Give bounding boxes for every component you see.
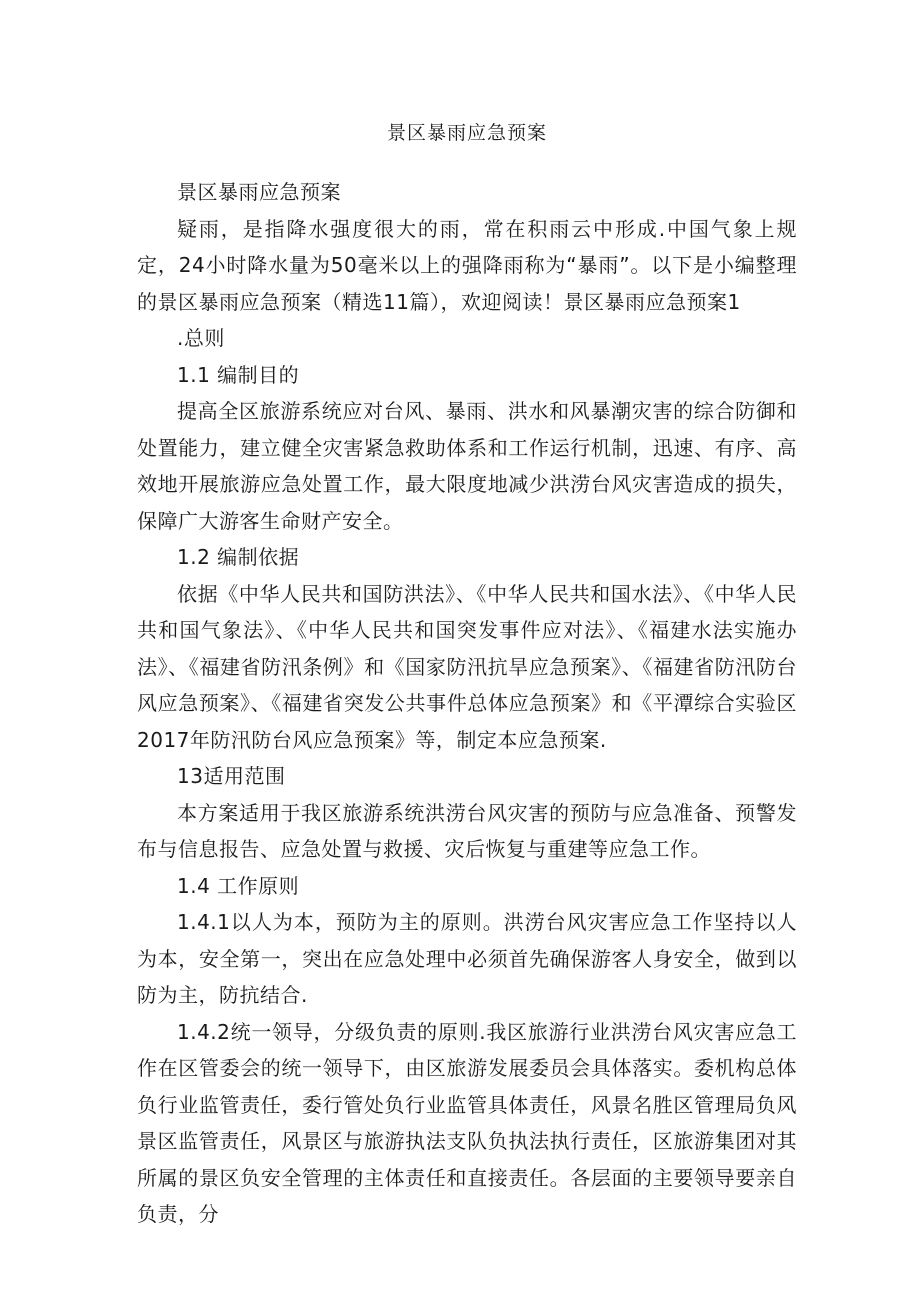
paragraph-principle-2: 1.4.2统一领导，分级负责的原则.我区旅游行业洪涝台风灾害应急工作在区管委会的统一领导下，由区旅游发展委员会具体落实。委机构总体负行业监管责任，委行管处负行业监管具体责任，风景名胜区管理局负风景区监管责任，风景区与旅游执法支队负执法执行责任，区旅游集团对其所属的景区负安全管理的主体责任和直接责任。各层面的主要领导要亲自负责，分 xyxy=(137,1019,797,1226)
section-heading-1-2: 1.2 编制依据 xyxy=(177,545,300,569)
section-heading-general: .总则 xyxy=(177,326,225,350)
section-heading-1-4: 1.4 工作原则 xyxy=(177,873,300,898)
paragraph-basis: 依据《中华人民共和国防洪法》、《中华人民共和国水法》、《中华人民共和国气象法》、《中华人民共和国突发事件应对法》、《福建水法实施办法》、《福建省防汛条例》和《国家防汛抗旱应急预案》、《福建省防汛防台风应急预案》、《福建省突发公共事件总体应急预案》和《平潭综合实验区2017年防汛防台风应急预案》等，制定本应急预案. xyxy=(137,581,797,752)
paragraph-purpose: 提高全区旅游系统应对台风、暴雨、洪水和风暴潮灾害的综合防御和处置能力，建立健全灾害紧急救助体系和工作运行机制，迅速、有序、高效地开展旅游应急处置工作，最大限度地减少洪涝台风灾害造成的损失，保障广大游客生命财产安全。 xyxy=(137,399,797,533)
section-heading-1-1: 1.1 编制目的 xyxy=(177,362,300,387)
paragraph-scope: 本方案适用于我区旅游系统洪涝台风灾害的预防与应急准备、预警发布与信息报告、应急处置与救援、灾后恢复与重建等应急工作。 xyxy=(137,800,797,861)
paragraph-principle-1: 1.4.1以人为本，预防为主的原则。洪涝台风灾害应急工作坚持以人为本，安全第一，突出在应急处理中必须首先确保游客人身安全，做到以防为主，防抗结合. xyxy=(137,910,797,1007)
section-heading-1-3: 13适用范围 xyxy=(177,764,286,788)
document-title: 景区暴雨应急预案 xyxy=(386,122,547,144)
paragraph-intro: 疑雨，是指降水强度很大的雨，常在积雨云中形成.中国气象上规定，24小时降水量为50毫米以上的强降雨称为“暴雨”。以下是小编整理的景区暴雨应急预案（精选11篇），欢迎阅读！景区暴雨应急预案1 xyxy=(137,216,797,314)
paragraph-subtitle: 景区暴雨应急预案 xyxy=(177,180,341,204)
document-page xyxy=(137,118,797,1233)
